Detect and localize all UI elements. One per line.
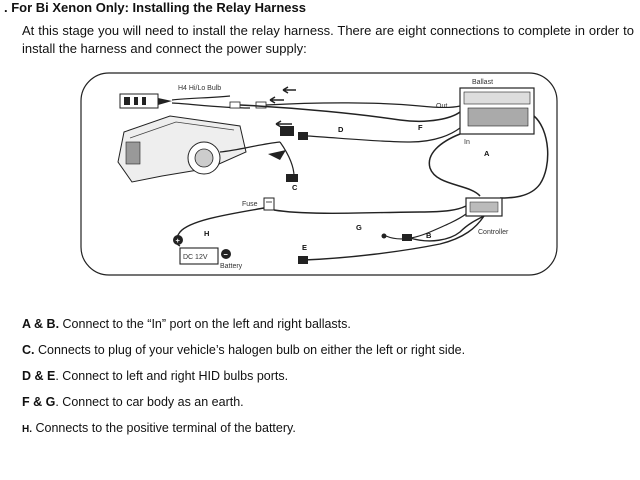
letter-f: F	[418, 123, 423, 132]
controller-icon	[466, 198, 502, 216]
connector-g-icon	[382, 234, 387, 239]
step-text: . Connect to car body as an earth.	[55, 395, 244, 409]
step-item	[22, 316, 465, 342]
step-key: A & B.	[22, 317, 60, 331]
letter-e: E	[302, 243, 308, 252]
step-key: F & G	[22, 395, 56, 409]
label-controller: Controller	[478, 229, 509, 236]
step-key: D & E	[22, 369, 56, 383]
step-text: Connect to the “In” port on the left and right ballasts.	[59, 317, 351, 331]
wire-a	[429, 134, 480, 196]
step-item	[22, 342, 465, 368]
letter-d: D	[338, 125, 344, 134]
connector-b-icon	[402, 234, 412, 241]
step-item	[22, 394, 465, 420]
intro-paragraph: At this stage you will need to install the relay harness. There are eight connections to complete in order to install the harness and connect the power supply:	[22, 23, 634, 56]
letter-h: H	[204, 229, 210, 238]
wire-fuse-controller	[274, 206, 466, 213]
battery-plus: +	[175, 236, 180, 245]
arrow-icon	[268, 150, 286, 160]
step-text: Connects to plug of your vehicle’s halogen bulb on either the left or right side.	[34, 343, 466, 357]
label-ballast: Ballast	[472, 79, 494, 86]
wiring-diagram-svg	[80, 72, 558, 276]
battery-minus: −	[223, 250, 228, 259]
letter-a: A	[484, 149, 490, 158]
arrow-icon	[283, 87, 296, 93]
connection-steps	[22, 316, 465, 446]
arrow-icon	[270, 97, 284, 103]
label-h4-bulb: H4 Hi/Lo Bulb	[178, 85, 222, 92]
step-text: Connects to the positive terminal of the battery.	[32, 421, 296, 435]
step-item	[22, 420, 465, 446]
label-fuse: Fuse	[242, 201, 258, 208]
label-out: Out	[436, 103, 448, 110]
wire-out	[266, 103, 460, 108]
connector-e-icon	[298, 256, 308, 264]
wire-f	[308, 128, 460, 142]
fuse-icon	[264, 198, 274, 210]
letter-c: C	[292, 183, 298, 192]
step-key: C.	[22, 343, 35, 357]
wire-h	[176, 208, 264, 246]
wire-c	[280, 142, 294, 176]
letter-g: G	[356, 223, 362, 232]
connector-c-icon	[286, 174, 298, 182]
label-in: In	[464, 139, 470, 146]
ballast-icon	[460, 88, 534, 134]
headlight-assembly-icon	[118, 116, 280, 182]
step-key: H.	[22, 424, 32, 435]
step-item	[22, 368, 465, 394]
battery-spec: DC 12V	[183, 254, 208, 261]
wire-d	[240, 105, 460, 121]
page-heading: . For Bi Xenon Only: Installing the Relay Harness	[4, 0, 306, 15]
battery-icon	[173, 235, 231, 264]
step-text: . Connect to left and right HID bulbs ports.	[55, 369, 289, 383]
wiring-diagram	[80, 72, 558, 276]
letter-b: B	[426, 231, 432, 240]
label-battery: Battery	[220, 263, 243, 270]
